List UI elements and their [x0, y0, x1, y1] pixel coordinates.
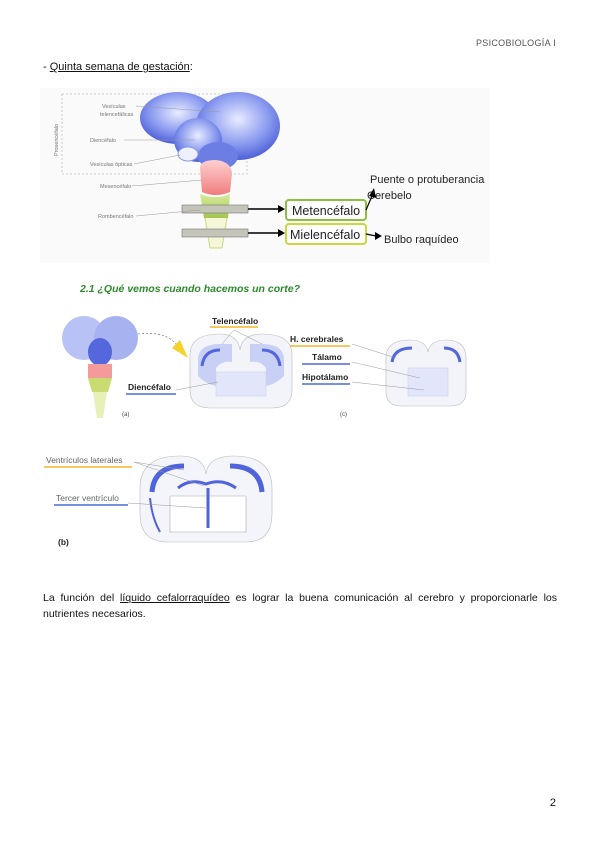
running-header: PSICOBIOLOGÍA I [475, 38, 556, 48]
week-heading-text: Quinta semana de gestación [49, 61, 190, 73]
ventriculos-label: Ventrículos laterales [46, 455, 123, 465]
embryo-brain-figure [40, 88, 490, 263]
label-vesiculas-1: Vesículas [102, 104, 126, 110]
label-vesiculas-2: telencefálicas [100, 112, 134, 118]
h-cerebrales-label: H. cerebrales [290, 334, 344, 344]
telencefalo-label: Telencéfalo [212, 316, 259, 326]
cerebelo-label: Cerebelo [367, 190, 412, 202]
tercer-ventriculo-label: Tercer ventrículo [56, 493, 119, 503]
section-figure-a-c [40, 310, 480, 425]
body-paragraph: La función del líquido cefalorraquídeo es lograr la buena comunicación al cerebro y proporcionarle los nutrientes necesarios. [43, 592, 558, 620]
metencefalo-box-label: Metencéfalo [292, 204, 361, 218]
bulbo-label: Bulbo raquídeo [384, 234, 459, 246]
label-prosencefalo: Prosencéfalo [54, 123, 60, 156]
hipotalamo-label: Hipotálamo [302, 372, 349, 382]
panel-c-label: (c) [340, 412, 347, 418]
term-link: líquido cefalorraquídeo [120, 592, 230, 604]
ventricles-figure [40, 448, 280, 548]
label-rombencefalo: Rombencéfalo [98, 214, 134, 220]
puente-label: Puente o protuberancia [370, 174, 485, 186]
panel-a-label: (a) [122, 412, 130, 418]
label-diencefalo-fig1: Diencéfalo [90, 138, 116, 144]
label-vesiculas-opticas: Vesículas ópticas [90, 162, 133, 168]
week-heading: - Quinta semana de gestación: [43, 61, 193, 73]
label-mesencefalo: Mesencéfalo [100, 184, 132, 190]
talamo-label: Tálamo [312, 352, 342, 362]
diencefalo-label: Diencéfalo [128, 382, 171, 392]
section-title: 2.1 ¿Qué vemos cuando hacemos un corte? [80, 283, 300, 295]
mielencefalo-box-label: Mielencéfalo [290, 228, 361, 242]
panel-b-label: (b) [58, 537, 69, 547]
page-number: 2 [549, 797, 556, 809]
